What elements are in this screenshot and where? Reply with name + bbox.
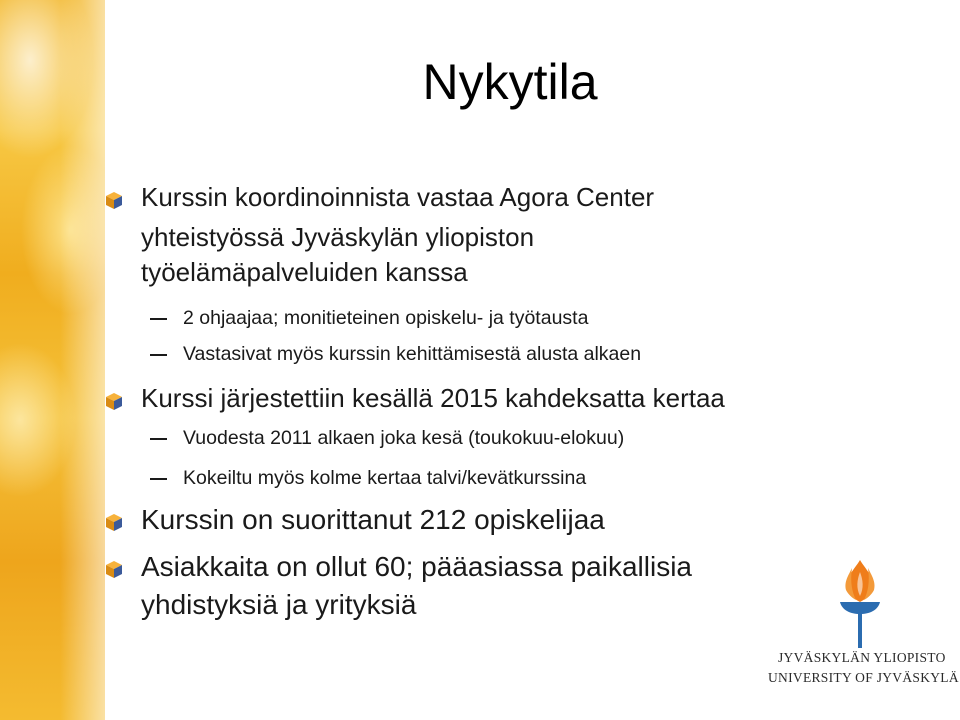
cube-bullet-icon bbox=[106, 192, 122, 209]
bullet-2-line-1: Kurssi järjestettiin kesällä 2015 kahdeksatta kertaa bbox=[141, 383, 725, 413]
bullet-4-line-1: Asiakkaita on ollut 60; pääasiassa paikallisia bbox=[141, 551, 692, 582]
bullet-1-line-3: työelämäpalveluiden kanssa bbox=[141, 257, 468, 287]
bullet-1-subitem-2: Vastasivat myös kurssin kehittämisestä alusta alkaen bbox=[183, 343, 642, 365]
dash-bullet-icon bbox=[150, 354, 167, 356]
cube-bullet-icon bbox=[106, 561, 122, 578]
bullet-2-subitem-1: Vuodesta 2011 alkaen joka kesä (toukokuu-elokuu) bbox=[183, 427, 625, 449]
bullet-4-line-2: yhdistyksiä ja yrityksiä bbox=[141, 589, 417, 620]
bullet-1-subitem-1: 2 ohjaajaa; monitieteinen opiskelu- ja työtausta bbox=[183, 307, 589, 329]
dash-bullet-icon bbox=[150, 478, 167, 480]
dash-bullet-icon bbox=[150, 318, 167, 320]
bullet-3-line-1: Kurssin on suorittanut 212 opiskelijaa bbox=[141, 504, 605, 535]
university-name-finnish: JYVÄSKYLÄN YLIOPISTO bbox=[778, 650, 946, 665]
cube-bullet-icon bbox=[106, 514, 122, 531]
cube-bullet-icon bbox=[106, 393, 122, 410]
dash-bullet-icon bbox=[150, 438, 167, 440]
bullet-1-line-2: yhteistyössä Jyväskylän yliopiston bbox=[141, 222, 535, 252]
decorative-band-fade bbox=[60, 0, 140, 720]
bullet-1-line-1: Kurssin koordinoinnista vastaa Agora Center bbox=[141, 182, 655, 212]
bullet-2-subitem-2: Kokeiltu myös kolme kertaa talvi/kevätkurssina bbox=[183, 467, 587, 489]
slide-title: Nykytila bbox=[422, 54, 598, 110]
university-name-english: UNIVERSITY OF JYVÄSKYLÄ bbox=[768, 670, 959, 685]
university-torch-logo bbox=[830, 558, 890, 650]
